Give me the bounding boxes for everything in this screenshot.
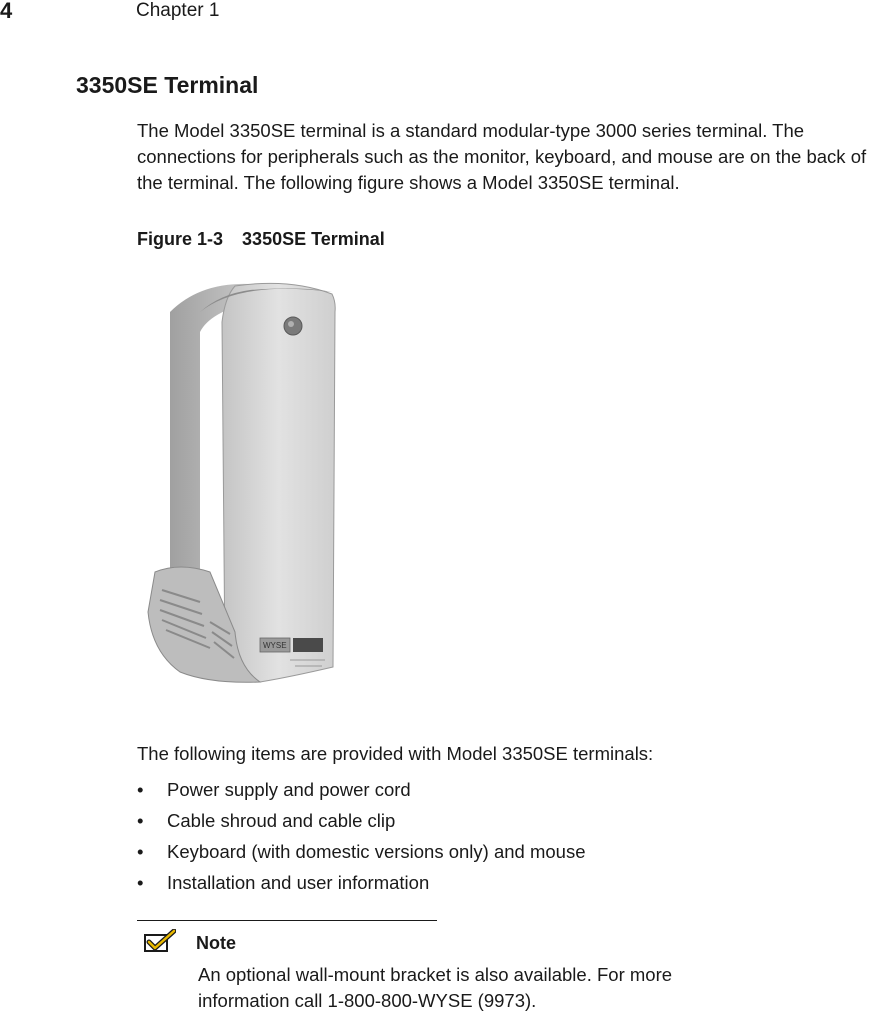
section-title: 3350SE Terminal [76, 72, 259, 98]
list-item-text: Cable shroud and cable clip [167, 810, 396, 831]
chapter-label: Chapter 1 [136, 0, 220, 21]
figure-title: 3350SE Terminal [242, 229, 385, 249]
note-text: An optional wall-mount bracket is also available. For more information call 1-800-800-WYSE (9973). [198, 964, 673, 1011]
figure-label: Figure 1-3 [137, 229, 224, 249]
items-intro: The following items are provided with Model 3350SE terminals: [137, 743, 654, 764]
bullet: • [137, 872, 144, 893]
bullet: • [137, 810, 144, 831]
list-item-text: Keyboard (with domestic versions only) and mouse [167, 841, 586, 862]
list-item [137, 836, 586, 867]
list-item-text: Installation and user information [167, 872, 430, 893]
items-list [137, 774, 586, 898]
list-item-text: Power supply and power cord [167, 779, 411, 800]
bullet: • [137, 779, 144, 800]
terminal-illustration [140, 272, 350, 692]
terminal-front-panel [222, 283, 335, 682]
note-heading: Note [196, 933, 236, 953]
bullet: • [137, 841, 144, 862]
brand-badge-text: WYSE [263, 641, 287, 650]
list-item [137, 867, 586, 898]
checkmark-icon [144, 929, 176, 953]
page-number: 4 [0, 0, 13, 23]
list-item [137, 805, 586, 836]
figure-caption [137, 229, 385, 250]
list-item [137, 774, 586, 805]
intro-paragraph: The Model 3350SE terminal is a standard modular-type 3000 series terminal. The connections for peripherals such as the monitor, keyboard, and mouse are on the back of the terminal. The following figure shows a Model 3350SE terminal. [137, 120, 867, 193]
note-divider [137, 920, 437, 921]
